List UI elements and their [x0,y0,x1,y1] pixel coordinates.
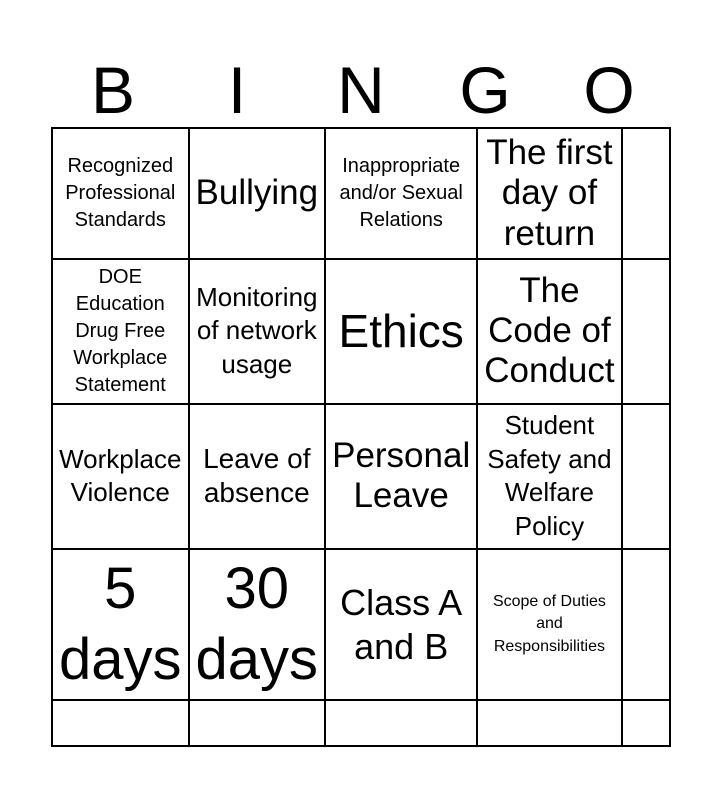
bingo-cell[interactable] [190,550,327,702]
bingo-cell-text: 5 days [59,555,182,692]
bingo-cell[interactable] [478,260,622,405]
bingo-cell[interactable] [326,129,478,260]
bingo-cell-text: DOE Education Drug Free Workplace Statement [73,265,168,396]
bingo-cell[interactable] [53,701,190,747]
bingo-cell-text: Workplace Violence [59,443,182,508]
bingo-cell[interactable] [623,260,671,405]
bingo-cell-text: Monitoring of network usage [196,281,318,380]
bingo-cell-text: Student Safety and Welfare Policy [487,409,612,542]
bingo-cell[interactable] [326,550,478,702]
bingo-cell[interactable] [478,405,622,550]
bingo-cell-text: The Code of Conduct [484,270,615,391]
bingo-cell[interactable] [53,405,190,550]
bingo-cell[interactable] [478,550,622,702]
header-letter-b: B [90,53,136,127]
bingo-cell-text: Bullying [195,173,319,213]
bingo-cell-text: Personal Leave [332,436,471,516]
header-letter-g: G [459,53,511,127]
bingo-cell-text: 30 days [195,555,319,692]
bingo-cell[interactable] [478,129,622,260]
bingo-cell-text: Scope of Duties and Responsibilities [492,593,606,655]
bingo-cell-text: Ethics [338,305,464,358]
bingo-cell[interactable] [623,129,671,260]
bingo-cell[interactable] [623,550,671,702]
bingo-cell[interactable] [623,701,671,747]
bingo-cell-text: Leave of absence [203,443,311,509]
bingo-cell[interactable] [190,701,327,747]
bingo-cell[interactable] [190,260,327,405]
bingo-cell[interactable] [190,405,327,550]
bingo-cell[interactable] [623,405,671,550]
bingo-cell[interactable] [478,701,622,747]
bingo-cell[interactable] [326,701,478,747]
bingo-cell[interactable] [53,260,190,405]
header-letter-i: I [227,53,247,127]
bingo-header [51,52,671,128]
bingo-board [51,127,671,747]
bingo-cell[interactable] [326,260,478,405]
bingo-cell[interactable] [53,550,190,702]
bingo-cell-text: Recognized Professional Standards [65,154,176,231]
bingo-cell[interactable] [53,129,190,260]
bingo-cell-text: The first day of return [486,133,613,253]
header-letter-n: N [337,53,385,127]
bingo-cell[interactable] [326,405,478,550]
header-letter-o: O [583,53,635,127]
bingo-cell[interactable] [190,129,327,260]
bingo-cell-text: Class A and B [340,581,463,667]
bingo-cell-text: Inappropriate and/or Sexual Relations [339,154,463,231]
